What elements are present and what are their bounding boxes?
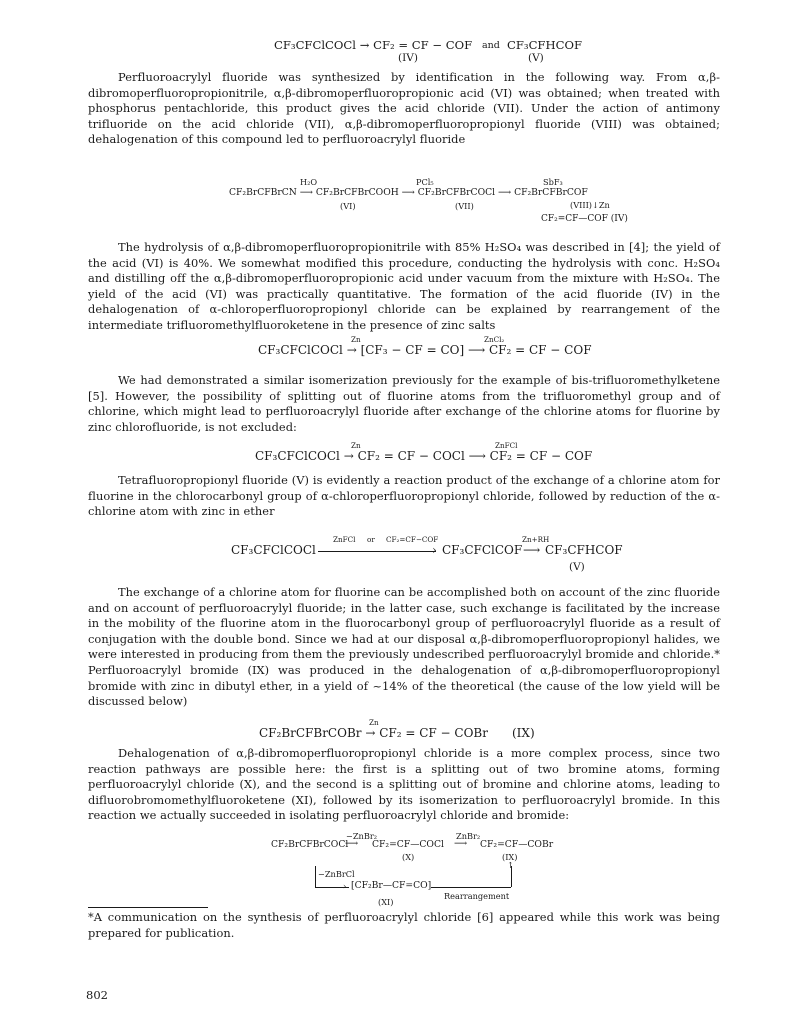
paragraph-5: The exchange of a chlorine atom for fluorine can be accomplished both on account of the zinc fluoride and on account of perfluoroacrylyl fluoride; in the latter case, such exchange is facilitated by the increase in the mobility of the fluorine atom in the fluorocarbonyl group of perfluoroacrylyl fluoride as a result of conjugation with the double bond. Since we had at our disposal α,β-dibromoperfluoropropionyl halides, we were interested in producing from them the previously undescribed perfluoroacrylyl bromide and chloride.* Perfluoroacrylyl bromide (IX) was produced in the dehalogenation of α,β-dibromoperfluoropropionyl bromide with zinc in dibutyl ether, in a yield of ~14% of the theoretical (the cause of the low yield will be discussed below)	[88, 585, 720, 709]
top-equation-right: CF₃CFHCOF	[507, 38, 583, 52]
scheme2-label-ix: (IX)	[502, 852, 518, 862]
scheme1-label-vi: (VI)	[340, 201, 356, 211]
eq4-cond-znfcl: ZnFCl	[333, 535, 356, 544]
scheme2-rearr-line	[431, 887, 511, 888]
label-iv-top: (IV)	[398, 52, 418, 64]
scheme1-reagent-h2o: H₂O	[300, 177, 318, 187]
footnote: *A communication on the synthesis of perfluoroacrylyl chloride [6] appeared while this work was being prepared for publication.	[88, 910, 720, 940]
scheme1-label-viii-zn: (VIII)↓Zn	[570, 200, 610, 210]
scheme2-end: CF₂=CF—COBr	[480, 839, 554, 850]
scheme2-start: CF₂BrCFBrCOCl	[271, 839, 349, 850]
scheme2-rearr-arrowhead: ↑	[507, 860, 514, 870]
scheme1-label-vii: (VII)	[455, 201, 474, 211]
page-number: 802	[86, 988, 108, 1002]
scheme1-line: CF₂BrCFBrCN ⟶ CF₂BrCFBrCOOH ⟶ CF₂BrCFBrCOCl ⟶ CF₂BrCFBrCOF	[229, 187, 588, 198]
eq5-line: CF₂BrCFBrCOBr → CF₂ = CF − COBr	[259, 726, 488, 740]
eq4-right: CF₃CFHCOF	[545, 543, 623, 557]
scheme2-branch-arrowhead: ›	[343, 881, 347, 891]
eq3-cond-zn: Zn	[351, 441, 361, 450]
scheme1-reagent-sbf3: SbF₃	[543, 177, 563, 187]
eq2-cond-zncl2: ZnCl₂	[484, 335, 505, 344]
eq4-cond-or: or	[367, 535, 375, 544]
paragraph-4: Tetrafluoropropionyl fluoride (V) is evidently a reaction product of the exchange of a chlorine atom for fluorine in the chlorocarbonyl group of α-chloroperfluoropropionyl chloride, followed by reduction of the α-chlorine atom with zinc in ether	[88, 473, 720, 519]
eq4-cond-zn-rh: Zn+RH	[522, 535, 550, 544]
scheme2-label-xi: (XI)	[378, 897, 394, 907]
top-equation-left: CF₃CFClCOCl → CF₂ = CF − COF	[274, 38, 473, 52]
paragraph-6: Dehalogenation of α,β-dibromoperfluoropropionyl chloride is a more complex process, since two reaction pathways are possible here: the first is a splitting out of two bromine atoms, forming perfluoroacrylyl chloride (X), and the second is a splitting out of bromine and chlorine atoms, leading to difluorobromomethylfluoroketene (XI), followed by its isomerization to perfluoroacrylyl bromide. In this reaction we actually succeeded in isolating perfluoroacrylyl chloride and bromide:	[88, 746, 720, 823]
eq4-label-v: (V)	[569, 561, 585, 573]
footnote-rule	[88, 907, 208, 908]
scheme2-label-x: (X)	[402, 852, 415, 862]
scheme2-arrow-1: ⟶	[345, 838, 359, 849]
scheme2-cond-znbrcl: −ZnBrCl	[318, 869, 355, 879]
eq5-cond-zn: Zn	[369, 718, 379, 727]
scheme2-branch-down	[315, 866, 316, 887]
top-equation-and: and	[482, 40, 500, 51]
paragraph-3: We had demonstrated a similar isomerization previously for the example of bis-trifluoromethylketene [5]. However, the possibility of splitting out of fluorine atoms from the trifluoromethyl group and of chlorine, which might lead to perfluoroacrylyl fluoride after exchange of the chlorine atoms for fluorine by zinc chlorofluoride, is not excluded:	[88, 373, 720, 434]
eq4-cond-cf2cfcof: CF₂=CF−COF	[386, 535, 439, 544]
scheme2-cond-znbr2-neg: −ZnBr₂	[346, 831, 378, 841]
eq4-arrow-2: ⟶	[523, 543, 541, 557]
scheme2-intermediate: [CF₂Br—CF=CO]	[351, 880, 432, 891]
label-v-top: (V)	[528, 52, 544, 64]
eq3-cond-znfcl: ZnFCl	[495, 441, 518, 450]
eq2-line: CF₃CFClCOCl → [CF₃ − CF = CO] ⟶ CF₂ = CF − COF	[258, 343, 592, 357]
eq5-label-ix: (IX)	[512, 726, 535, 740]
eq2-cond-zn: Zn	[351, 335, 361, 344]
scheme1-reagent-pcl5: PCl₅	[416, 177, 434, 187]
eq4-arrow-1	[318, 551, 436, 552]
scheme2-rearrangement: Rearrangement	[444, 891, 510, 901]
eq3-line: CF₃CFClCOCl → CF₂ = CF − COCl ⟶ CF₂ = CF − COF	[255, 449, 593, 463]
scheme2-cond-znbr2: ZnBr₂	[456, 831, 481, 841]
paragraph-2: The hydrolysis of α,β-dibromoperfluoropropionitrile with 85% H₂SO₄ was described in [4]; the yield of the acid (VI) is 40%. We somewhat modified this procedure, conducting the hydrolysis with conc. H₂SO₄ and distilling off the α,β-dibromoperfluoropropionic acid under vacuum from the mixture with H₂SO₄. The yield of the acid (VI) was practically quantitative. The formation of the acid fluoride (IV) in the dehalogenation of α-chloroperfluoropropionyl chloride can be explained by rearrangement of the intermediate trifluoromethylfluoroketene in the presence of zinc salts	[88, 240, 720, 332]
eq4-mid: CF₃CFClCOF	[442, 543, 523, 557]
paragraph-1: Perfluoroacrylyl fluoride was synthesized by identification in the following way. From α,β-dibromoperfluoropropionitrile, α,β-dibromoperfluoropropionic acid (VI) was obtained; when treated with phosphorus pentachloride, this product gives the acid chloride (VII). Under the action of antimony trifluoride on the acid chloride (VII), α,β-dibromoperfluoropropionyl fluoride (VIII) was obtained; dehalogenation of this compound led to perfluoroacrylyl fluoride	[88, 70, 720, 147]
scheme1-product: CF₂=CF—COF (IV)	[541, 214, 628, 224]
eq4-arrowhead-1: ›	[432, 543, 437, 557]
eq4-left: CF₃CFClCOCl	[231, 543, 316, 557]
scheme2-mid: CF₂=CF—COCl	[372, 839, 444, 850]
scheme2-arrow-2: ⟶	[454, 838, 468, 849]
